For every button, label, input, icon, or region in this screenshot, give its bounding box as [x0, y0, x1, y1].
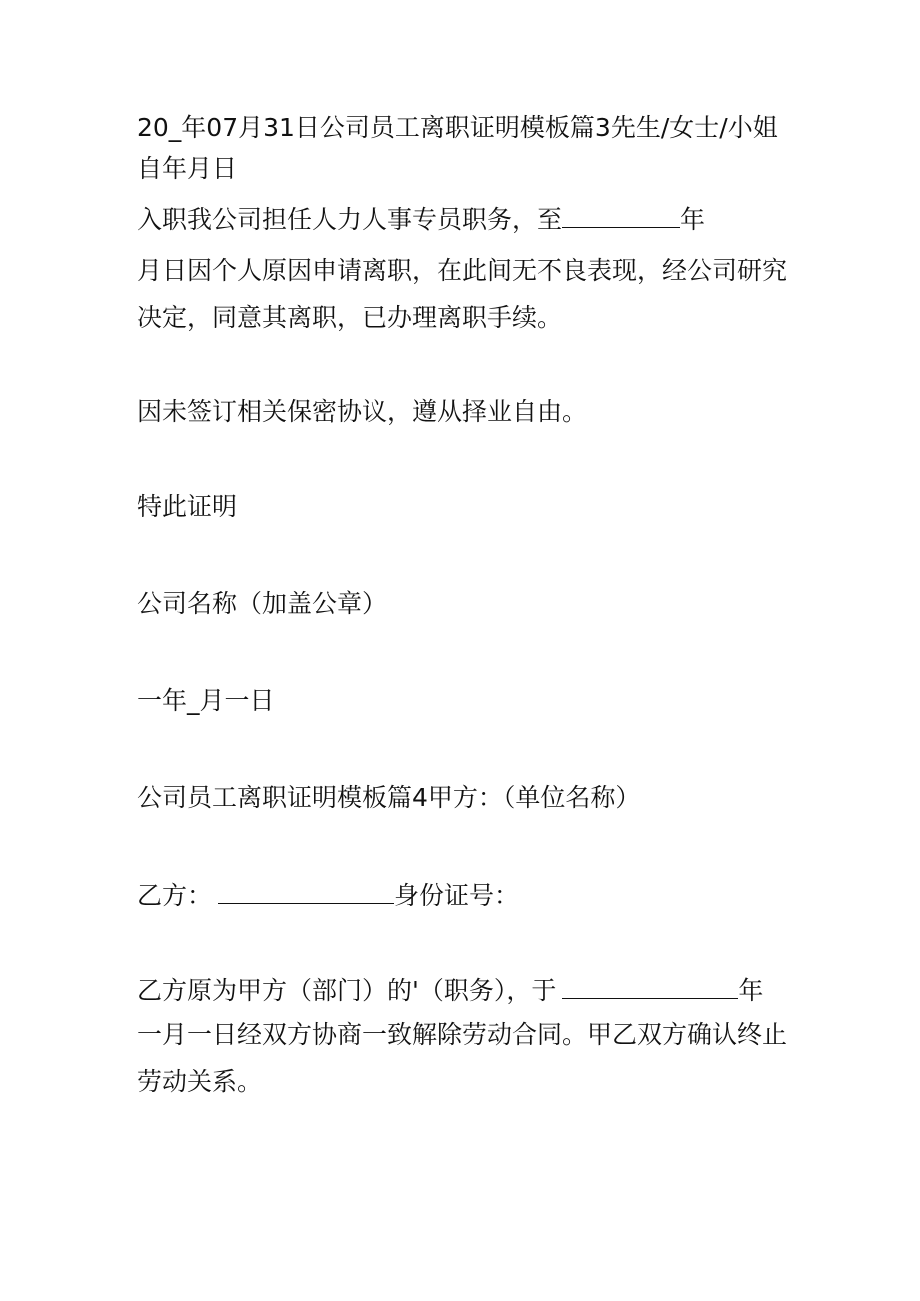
doc-line: [137, 302, 562, 334]
doc-text: 年: [738, 976, 764, 1005]
doc-text: 公司名称（加盖公章）: [137, 589, 388, 618]
doc-line: [137, 588, 387, 620]
doc-text: 一月一日经双方协商一致解除劳动合同。甲乙双方确认终止: [137, 1020, 788, 1049]
doc-text: 乙方原为甲方（部门）的'（职务），于: [137, 976, 557, 1005]
doc-text: 20_年07月31日公司员工离职证明模板篇3先生/女士/小姐: [137, 113, 778, 142]
doc-line: [137, 877, 519, 912]
doc-text: 月日因个人原因申请离职，在此间无不良表现，经公司研究: [137, 256, 788, 285]
doc-line-heading: [137, 112, 778, 144]
doc-text: 入职我公司担任人力人事专员职务，至: [137, 205, 563, 234]
fill-in-blank: [562, 201, 680, 228]
doc-line: [137, 1019, 787, 1051]
doc-text: 乙方：: [137, 881, 213, 910]
doc-text: 一年_月一日: [137, 686, 275, 715]
doc-text: 自年月日: [137, 154, 238, 183]
doc-line: [137, 491, 237, 523]
fill-in-blank: [562, 972, 738, 999]
doc-text: 身份证号：: [394, 881, 520, 910]
doc-line: [137, 396, 587, 428]
doc-line: [137, 255, 787, 287]
doc-line-heading: [137, 782, 640, 814]
doc-line: [137, 201, 705, 236]
doc-text: 劳动关系。: [137, 1067, 263, 1096]
doc-text: 年: [680, 205, 706, 234]
doc-text: 公司员工离职证明模板篇4甲方：（单位名称）: [137, 783, 641, 812]
doc-line: [137, 685, 275, 717]
doc-text: 决定，同意其离职，已办理离职手续。: [137, 303, 563, 332]
doc-line: [137, 153, 237, 185]
doc-text: 特此证明: [137, 492, 238, 521]
doc-text: 因未签订相关保密协议，遵从择业自由。: [137, 397, 588, 426]
doc-line: [137, 1066, 262, 1098]
doc-line: [137, 972, 763, 1007]
fill-in-blank: [218, 877, 394, 904]
